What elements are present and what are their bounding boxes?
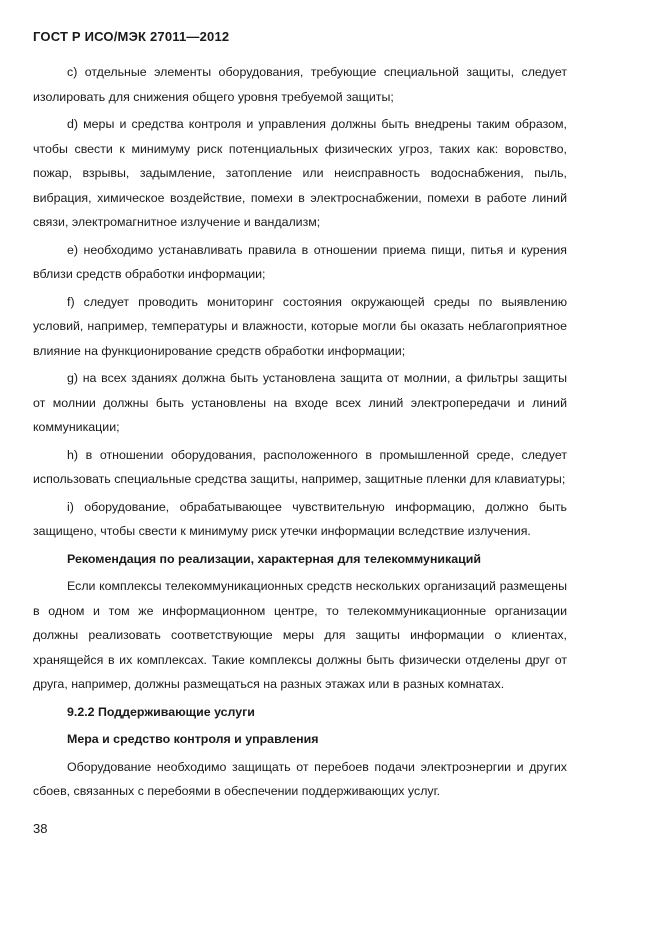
page-body: [33, 60, 567, 807]
list-item-c: c) отдельные элементы оборудования, требующие специальной защиты, следует изолировать для снижения общего уровня требуемой защиты;: [33, 65, 567, 104]
document-header: ГОСТ Р ИСО/МЭК 27011—2012: [33, 29, 230, 44]
list-item-f: f) следует проводить мониторинг состояния окружающей среды по выявлению условий, например, температуры и влажности, которые могли бы оказать неблагоприятное влияние на функционирование средств обработки информации;: [33, 294, 567, 358]
list-item-e: e) необходимо устанавливать правила в отношении приема пищи, питья и курения вблизи средств обработки информации;: [33, 242, 567, 281]
list-item-h: h) в отношении оборудования, расположенного в промышленной среде, следует использовать специальные средства защиты, например, защитные пленки для клавиатуры;: [33, 447, 567, 486]
list-item-g: g) на всех зданиях должна быть установлена защита от молнии, а фильтры защиты от молнии должны быть установлены на входе всех линий электропередачи и линий коммуникации;: [33, 371, 567, 434]
page-number: 38: [33, 821, 48, 836]
control-heading: Мера и средство контроля и управления: [67, 732, 319, 746]
list-item-d: d) меры и средства контроля и управления должны быть внедрены таким образом, чтобы свести к минимуму риск потенциальных физических угроз, таких как: воровство, пожар, взрывы, задымление, затопление или неисправность водоснабжения, пыль, вибрация, химическое воздействие, помехи в электроснабжении, помехи в работе линий связи, электромагнитное излучение и вандализм;: [33, 117, 567, 229]
telecom-paragraph: Если комплексы телекоммуникационных средств нескольких организаций размещены в одном и том же информационном центре, то телекоммуникационные организации должны реализовать соответствующие меры для защиты информации о клиентах, хранящейся в их комплексах. Такие комплексы должны быть физически отделены друг от друга, например, должны размещаться на разных этажах или в разных комнатах.: [33, 579, 567, 691]
control-paragraph: Оборудование необходимо защищать от перебоев подачи электроэнергии и других сбоев, связанных с перебоями в обеспечении поддерживающих услуг.: [33, 759, 567, 798]
list-item-i: i) оборудование, обрабатывающее чувствительную информацию, должно быть защищено, чтобы свести к минимуму риск утечки информации вследствие излучения.: [33, 499, 567, 538]
telecom-heading: Рекомендация по реализации, характерная для телекоммуникаций: [67, 551, 481, 566]
section-heading: 9.2.2 Поддерживающие услуги: [67, 704, 255, 719]
